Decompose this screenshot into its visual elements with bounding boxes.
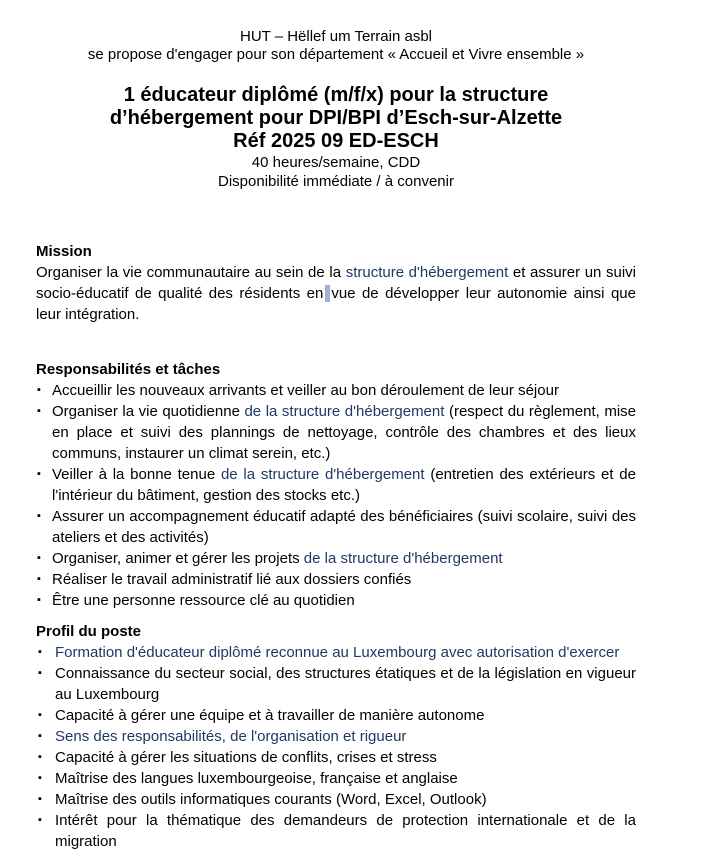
bullet-icon: ▪ <box>38 814 42 826</box>
bullet-icon: ▪ <box>37 468 41 480</box>
bullet-icon: ▪ <box>37 405 41 417</box>
list-item <box>36 569 636 590</box>
list-item-text <box>52 382 559 399</box>
text-segment: et assurer un suivi socio-éducatif de qualité des résidents en <box>36 264 637 302</box>
text-segment: Organiser, animer et gérer les projets <box>52 550 304 567</box>
profile-list <box>36 642 636 852</box>
mission-paragraph <box>36 262 636 325</box>
list-item <box>36 464 636 506</box>
mission-section <box>36 241 636 325</box>
job-title <box>36 84 636 153</box>
bullet-icon: ▪ <box>37 510 41 522</box>
text-segment: Assurer un accompagnement éducatif adapté des bénéficiaires (suivi scolaire, suivi des ateliers et des activités) <box>52 508 636 546</box>
text-segment-blue: de la structure d'hébergement <box>303 550 503 567</box>
bullet-icon: ▪ <box>37 594 41 606</box>
bullet-icon: ▪ <box>38 730 42 742</box>
job-title-ref: Réf 2025 09 ED-ESCH <box>233 130 439 152</box>
hours-line: 40 heures/semaine, CDD <box>251 154 421 171</box>
text-segment: vue de développer leur autonomie ainsi que leur intégration. <box>36 285 636 323</box>
text-segment-blue: de la structure d'hébergement <box>244 403 445 420</box>
list-item-text <box>52 571 411 588</box>
list-item <box>36 768 636 789</box>
list-item <box>36 663 636 705</box>
bullet-icon: ▪ <box>38 667 42 679</box>
list-item-text: Intérêt pour la thématique des demandeurs de protection internationale et de la migration <box>55 812 636 850</box>
list-item-text <box>52 466 636 504</box>
availability-line: Disponibilité immédiate / à convenir <box>218 173 454 190</box>
org-name-line: HUT – Hëllef um Terrain asbl <box>239 28 433 45</box>
job-title-line-1: 1 éducateur diplômé (m/f/x) pour la structure <box>123 84 549 106</box>
list-item-text <box>52 550 503 567</box>
bullet-icon: ▪ <box>37 384 41 396</box>
responsibilities-list <box>36 380 636 611</box>
text-selection-cursor <box>325 285 330 302</box>
list-item <box>36 380 636 401</box>
list-item-text <box>52 508 636 546</box>
text-segment-blue: structure d'hébergement <box>345 264 509 281</box>
bullet-icon: ▪ <box>38 793 42 805</box>
bullet-icon: ▪ <box>38 709 42 721</box>
list-item-text: Sens des responsabilités, de l'organisation et rigueur <box>55 728 407 745</box>
responsibilities-heading: Responsabilités et tâches <box>36 361 221 378</box>
list-item <box>36 590 636 611</box>
list-item-text: Maîtrise des outils informatiques courants (Word, Excel, Outlook) <box>55 791 487 808</box>
list-item <box>36 401 636 464</box>
list-item <box>36 642 636 663</box>
text-segment: Veiller à la bonne tenue <box>52 466 221 483</box>
list-item-text: Formation d'éducateur diplômé reconnue au Luxembourg avec autorisation d'exercer <box>55 644 620 661</box>
intro-line: se propose d'engager pour son département « Accueil et Vivre ensemble » <box>87 46 585 63</box>
bullet-icon: ▪ <box>38 772 42 784</box>
profile-section <box>36 621 636 852</box>
list-item-text: Capacité à gérer une équipe et à travailler de manière autonome <box>55 707 485 724</box>
list-item <box>36 548 636 569</box>
bullet-icon: ▪ <box>37 552 41 564</box>
list-item <box>36 789 636 810</box>
bullet-icon: ▪ <box>37 573 41 585</box>
list-item <box>36 506 636 548</box>
text-segment: Être une personne ressource clé au quotidien <box>52 592 355 609</box>
bullet-icon: ▪ <box>38 751 42 763</box>
bullet-icon: ▪ <box>38 646 42 658</box>
list-item <box>36 747 636 768</box>
mission-heading: Mission <box>36 243 92 260</box>
text-segment: (respect du règlement, mise en place et suivi des plannings de nettoyage, contrôle des chambres et des lieux communs, instaurer un climat serein, etc.) <box>52 403 637 462</box>
list-item <box>36 810 636 852</box>
job-title-line-2: d’hébergement pour DPI/BPI d’Esch-sur-Alzette <box>109 107 563 129</box>
text-segment: Réaliser le travail administratif lié aux dossiers confiés <box>52 571 412 588</box>
list-item <box>36 726 636 747</box>
text-segment: Organiser la vie quotidienne <box>52 403 245 420</box>
list-item-text: Connaissance du secteur social, des structures étatiques et de la législation en vigueur au Luxembourg <box>55 665 636 703</box>
profile-heading: Profil du poste <box>36 623 141 640</box>
text-segment-blue: de la structure d'hébergement <box>220 466 425 483</box>
text-segment: Organiser la vie communautaire au sein de la <box>36 264 346 281</box>
list-item-text: Capacité à gérer les situations de conflits, crises et stress <box>55 749 437 766</box>
list-item-text: Maîtrise des langues luxembourgeoise, française et anglaise <box>55 770 458 787</box>
list-item-text <box>52 592 355 609</box>
list-item <box>36 705 636 726</box>
text-segment: Accueillir les nouveaux arrivants et veiller au bon déroulement de leur séjour <box>52 382 559 399</box>
text-segment: (entretien des extérieurs et de l'intérieur du bâtiment, gestion des stocks etc.) <box>52 466 636 504</box>
list-item-text <box>52 403 636 462</box>
responsibilities-section <box>36 359 636 611</box>
